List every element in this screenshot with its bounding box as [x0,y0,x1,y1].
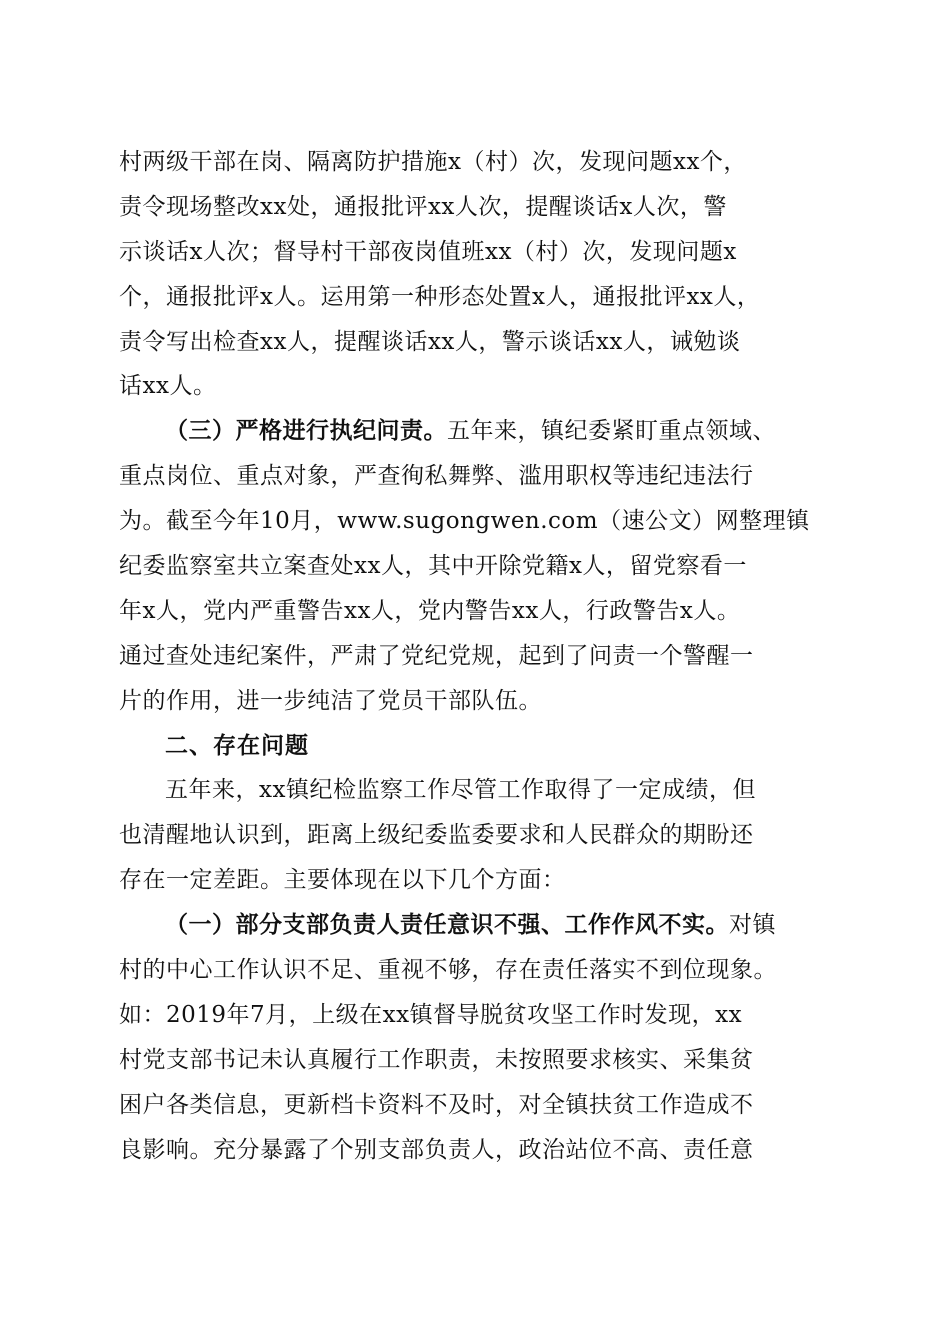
body-line-10 [119,544,831,589]
body-line-21 [119,1038,831,1083]
line-text: 五年来，镇纪委紧盯重点领域、 [447,418,776,445]
body-line-5 [119,320,831,365]
line-text: 示谈话x人次；督导村干部夜岗值班xx（村）次，发现问题x [119,238,737,265]
body-line-13 [119,679,831,724]
body-line-11 [119,589,831,634]
body-line-16 [119,813,831,858]
line-text: 存在一定差距。主要体现在以下几个方面： [119,867,566,894]
body-line-23 [119,1128,831,1173]
line-text: 五年来，xx镇纪检监察工作尽管工作取得了一定成绩，但 [165,777,756,804]
body-line-3 [119,230,831,275]
line-text: 村两级干部在岗、隔离防护措施x（村）次，发现问题xx个， [119,149,747,175]
body-line-9 [119,499,831,544]
body-line-2 [119,185,831,230]
section-three-heading-line [119,409,831,454]
body-line-22 [119,1083,831,1128]
line-text: 纪委监察室共立案查处xx人，其中开除党籍x人，留党察看一 [119,553,747,580]
body-line-19 [119,948,831,993]
line-text: 如：2019年7月，上级在xx镇督导脱贫攻坚工作时发现，xx [119,1001,743,1028]
heading-text: 二、存在问题 [165,732,309,759]
subsection-one-heading: （一）部分支部负责人责任意识不强、工作作风不实。 [165,911,729,939]
subsection-one-heading-line [119,903,831,948]
section-three-heading: （三）严格进行执纪问责。 [165,417,447,445]
line-text: 个，通报批评x人。运用第一种形态处置x人，通报批评xx人， [119,283,761,310]
section-heading-problems [119,724,831,769]
line-text: 年x人，党内严重警告xx人，党内警告xx人，行政警告x人。 [119,597,741,624]
line-text: 责令写出检查xx人，提醒谈话xx人，警示谈话xx人，诫勉谈 [119,328,741,355]
line-text: 为。截至今年10月，www.sugongwen.com（速公文）网整理镇 [119,508,810,535]
line-text: 对镇 [729,912,776,939]
line-text: 良影响。充分暴露了个别支部负责人，政治站位不高、责任意 [119,1136,754,1163]
body-line-20 [119,993,831,1038]
document-page [119,140,831,1172]
body-line-12 [119,634,831,679]
body-line-15 [119,768,831,813]
body-line-6 [119,364,831,409]
line-text: 困户各类信息，更新档卡资料不及时，对全镇扶贫工作造成不 [119,1091,754,1118]
line-text: 话xx人。 [119,373,217,400]
line-text: 责令现场整改xx处，通报批评xx人次，提醒谈话x人次，警 [119,193,727,220]
line-text: 片的作用，进一步纯洁了党员干部队伍。 [119,687,542,714]
line-text: 也清醒地认识到，距离上级纪委监委要求和人民群众的期盼还 [119,822,754,849]
body-line-4 [119,275,831,320]
body-line-8 [119,454,831,499]
line-text: 通过查处违纪案件，严肃了党纪党规，起到了问责一个警醒一 [119,642,754,669]
body-line-17 [119,858,831,903]
body-line-1 [119,140,831,185]
line-text: 村的中心工作认识不足、重视不够，存在责任落实不到位现象。 [119,957,777,984]
line-text: 重点岗位、重点对象，严查徇私舞弊、滥用职权等违纪违法行 [119,463,754,490]
line-text: 村党支部书记未认真履行工作职责，未按照要求核实、采集贫 [119,1046,754,1073]
